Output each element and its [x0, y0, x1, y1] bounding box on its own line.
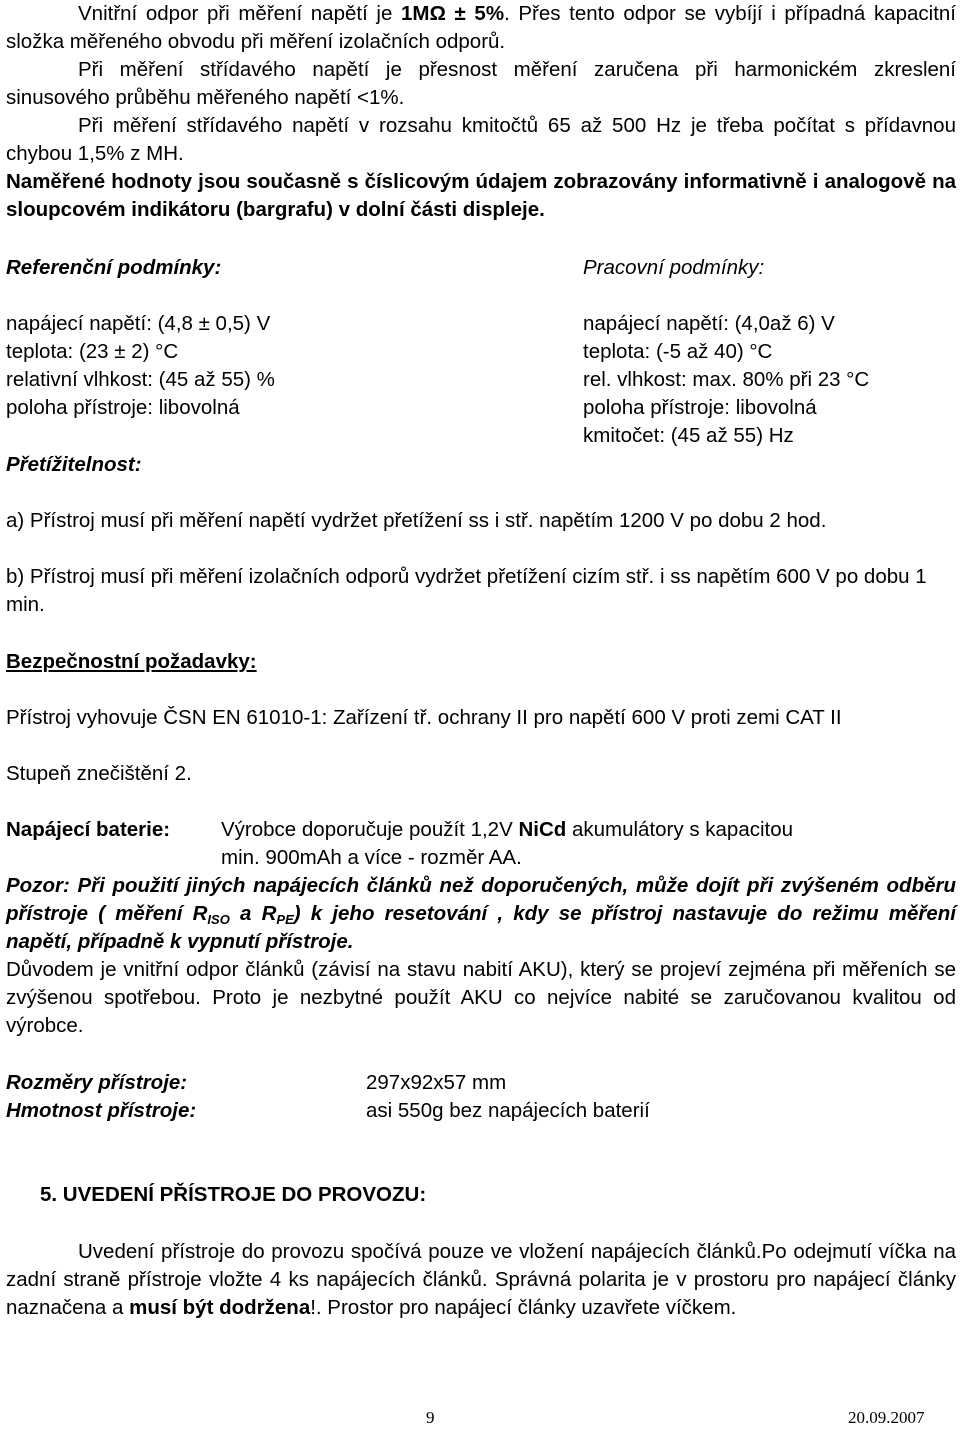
overload-item-b: b) Přístroj musí při měření izolačních odporů vydržet přetížení cizím stř. i ss napětím 600 V po dobu 1 min. — [6, 565, 927, 616]
battery-capacity: min. 900mAh a více - rozměr AA. — [221, 846, 522, 869]
reference-condition-item: relativní vlhkost: (45 až 55) % — [6, 368, 275, 391]
overload-item-a: a) Přístroj musí při měření napětí vydržet přetížení ss i stř. napětím 1200 V po dobu 2 hod. — [6, 509, 827, 532]
battery-warning: Pozor: Při použití jiných napájecích článků než doporučených, může dojít při zvýšeném odběru přístroje ( měření $R_{ISO}$ a $R_{PE}$) k jeho resetování , kdy se přístroj nastavuje do režimu měření napětí, případně k vypnutí přístroje. — [6, 874, 956, 953]
paragraph-internal-resistance: Vnitřní odpor při měření napětí je 1MΩ ± 5%. Přes tento odpor se vybíjí i případná kapacitní složka měřeného obvodu při měření izolačních odporů. — [6, 2, 957, 53]
working-condition-item: poloha přístroje: libovolná — [583, 396, 817, 419]
paragraph-bargraph: Naměřené hodnoty jsou současně s číslicovým údajem zobrazovány informativně i analogově na sloupcovém indikátoru (bargrafu) v dolní části displeje. — [6, 170, 956, 221]
reference-conditions-heading: Referenční podmínky: — [6, 256, 222, 279]
working-condition-item: rel. vlhkost: max. 80% při 23 °C — [583, 368, 870, 391]
safety-heading: Bezpečnostní požadavky: — [6, 650, 257, 673]
dimensions-label: Rozměry přístroje: — [6, 1071, 188, 1094]
working-condition-item: napájecí napětí: (4,0až 6) V — [583, 312, 835, 335]
pollution-degree: Stupeň znečištění 2. — [6, 762, 192, 785]
reference-condition-item: napájecí napětí: (4,8 ± 0,5) V — [6, 312, 271, 335]
safety-standard: Přístroj vyhovuje ČSN EN 61010-1: Zařízení tř. ochrany II pro napětí 600 V proti zemi CAT II — [6, 706, 842, 729]
weight-value: asi 550g bez napájecích baterií — [366, 1099, 650, 1122]
battery-label: Napájecí baterie: — [6, 818, 171, 841]
working-condition-item: kmitočet: (45 až 55) Hz — [583, 424, 794, 447]
working-conditions-heading: Pracovní podmínky: — [583, 256, 765, 279]
section-5-heading: 5. UVEDENÍ PŘÍSTROJE DO PROVOZU: — [40, 1183, 427, 1206]
reference-condition-item: poloha přístroje: libovolná — [6, 396, 240, 419]
dimensions-value: 297x92x57 mm — [366, 1071, 507, 1094]
section-5-text: Uvedení přístroje do provozu spočívá pouze ve vložení napájecích článků.Po odejmutí víčka na zadní straně přístroje vložte 4 ks napájecích článků. Správná polarita je v prostoru pro napájecí články naznačena a musí být dodržena!. Prostor pro napájecí články uzavřete víčkem. — [6, 1240, 956, 1319]
paragraph-ac-accuracy: Při měření střídavého napětí je přesnost měření zaručena při harmonickém zkreslení sinusového průběhu měřeného napětí <1%. — [6, 58, 956, 109]
battery-recommendation: Výrobce doporučuje použít 1,2V NiCd akumulátory s kapacitou — [221, 818, 794, 841]
footer-date: 20.09.2007 — [848, 1408, 925, 1427]
reference-condition-item: teplota: (23 ± 2) °C — [6, 340, 179, 363]
working-condition-item: teplota: (-5 až 40) °C — [583, 340, 773, 363]
page-number: 9 — [426, 1408, 435, 1427]
battery-reason: Důvodem je vnitřní odpor článků (závisí na stavu nabití AKU), který se projeví zejména při měřeních se zvýšenou spotřebou. Proto je nezbytné použít AKU co nejvíce nabité se zaručovanou kvalitou od výrobce. — [6, 958, 956, 1037]
overload-heading: Přetížitelnost: — [6, 453, 142, 476]
paragraph-frequency-error: Při měření střídavého napětí v rozsahu kmitočtů 65 až 500 Hz je třeba počítat s přídavnou chybou 1,5% z MH. — [6, 114, 956, 165]
weight-label: Hmotnost přístroje: — [6, 1099, 197, 1122]
